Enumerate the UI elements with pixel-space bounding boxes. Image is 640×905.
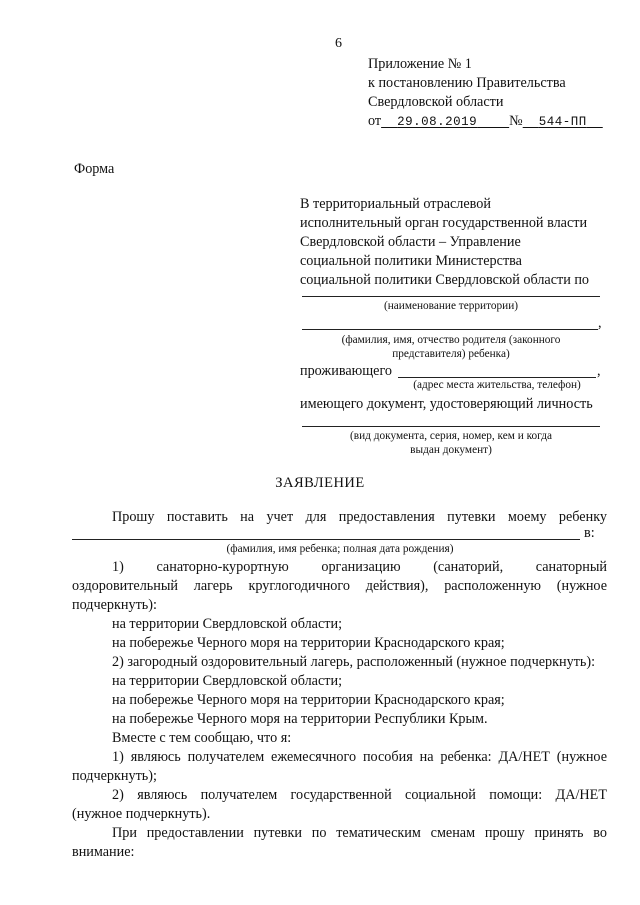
recipient-line-5: социальной политики Свердловской области по <box>300 272 590 288</box>
document-title: ЗАЯВЛЕНИЕ <box>275 475 365 491</box>
territory-blank-line[interactable] <box>302 296 600 297</box>
address-caption: (адрес места жительства, телефон) <box>413 379 581 391</box>
benefit1-line-2: подчеркнуть); <box>72 768 157 784</box>
thematic-line-2: внимание: <box>72 844 135 860</box>
also-line: Вместе с тем сообщаю, что я: <box>112 730 292 746</box>
child-blank-line[interactable] <box>72 539 580 540</box>
document-label: имеющего документ, удостоверяющий личность <box>300 396 593 412</box>
item1-line-2: оздоровительный лагерь круглогодичного действия), расположенную (нужное <box>72 578 607 594</box>
parent-caption-2: представителя) ребенка) <box>392 348 510 360</box>
date-prefix: от <box>368 113 382 129</box>
document-caption-1: (вид документа, серия, номер, кем и когда <box>350 430 552 442</box>
thematic-line-1: При предоставлении путевки по тематическим сменам прошу принять во <box>112 825 607 841</box>
item1-option-1: на территории Свердловской области; <box>112 616 343 632</box>
appendix-title: Приложение № 1 <box>368 56 472 72</box>
resolution-date: 29.08.2019 <box>397 115 478 129</box>
benefit2-line-1: 2) являюсь получателем государственной социальной помощи: ДА/НЕТ <box>112 787 607 803</box>
child-caption: (фамилия, имя ребенка; полная дата рождения) <box>226 543 454 555</box>
appendix-block <box>368 55 603 131</box>
document-caption-2: выдан документ) <box>410 444 492 456</box>
form-label: Форма <box>74 161 115 177</box>
item2-option-3: на побережье Черного моря на территории Республики Крым. <box>112 711 488 727</box>
recipient-block <box>300 195 589 290</box>
item2-option-2: на побережье Черного моря на территории Краснодарского края; <box>112 692 505 708</box>
benefit2-line-2: (нужное подчеркнуть). <box>72 806 211 822</box>
appendix-resolution: к постановлению Правительства <box>368 75 566 91</box>
appendix-region: Свердловской области <box>368 94 504 110</box>
item2-line-1: 2) загородный оздоровительный лагерь, расположенный (нужное подчеркнуть): <box>112 654 596 670</box>
territory-caption: (наименование территории) <box>383 300 519 312</box>
parent-caption-1: (фамилия, имя, отчество родителя (законного <box>341 334 561 346</box>
recipient-line-4: социальной политики Министерства <box>300 253 522 269</box>
appendix-date-row <box>368 112 603 131</box>
request-line: Прошу поставить на учет для предоставления путевки моему ребенку <box>112 509 607 525</box>
item2-option-1: на территории Свердловской области; <box>112 673 343 689</box>
recipient-line-1: В территориальный отраслевой <box>300 196 491 212</box>
recipient-line-2: исполнительный орган государственной власти <box>300 215 588 231</box>
document-blank-line[interactable] <box>302 426 600 427</box>
item1-option-2: на побережье Черного моря на территории Краснодарского края; <box>112 635 505 651</box>
residing-label: проживающего <box>300 363 393 379</box>
recipient-line-3: Свердловской области – Управление <box>300 234 521 250</box>
request-suffix: в: <box>584 525 595 541</box>
page-number: 6 <box>335 36 342 51</box>
benefit1-line-1: 1) являюсь получателем ежемесячного пособия на ребенка: ДА/НЕТ (нужное <box>112 749 607 765</box>
resolution-number: 544-ПП <box>538 115 587 129</box>
number-prefix: № <box>509 113 523 129</box>
parent-name-blank-line[interactable] <box>302 329 598 330</box>
item1-line-3: подчеркнуть): <box>72 597 157 613</box>
item1-line-1: 1) санаторно-курортную организацию (санаторий, санаторный <box>112 559 607 575</box>
